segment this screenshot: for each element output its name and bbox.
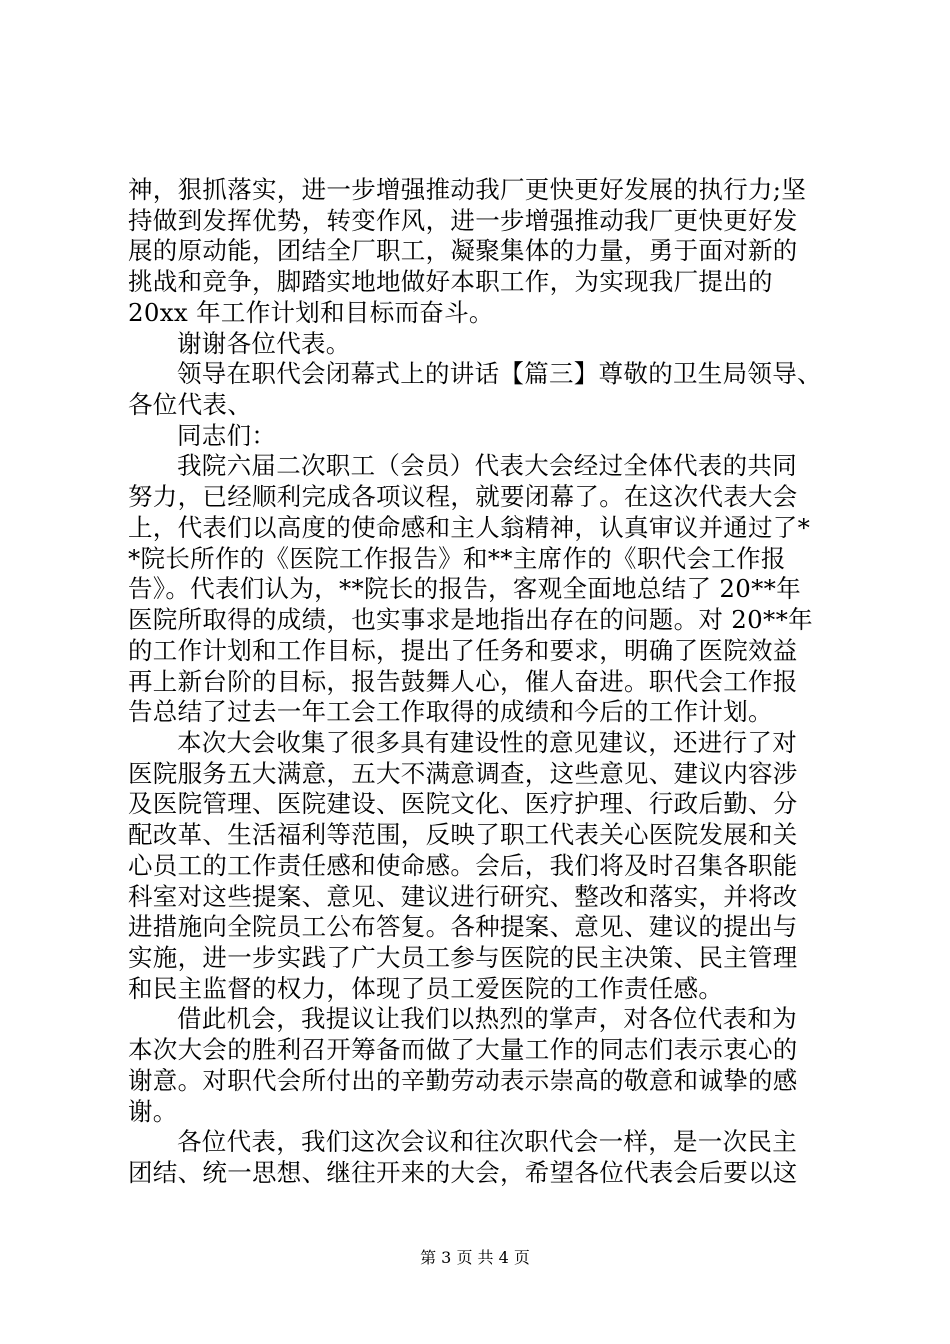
text-line: 持做到发挥优势，转变作风，进一步增强推动我厂更快更好发 — [128, 206, 798, 235]
text-line: 展的原动能，团结全厂职工，凝聚集体的力量，勇于面对新的 — [128, 236, 798, 265]
text-line: 告总结了过去一年工会工作取得的成绩和今后的工作计划。 — [128, 697, 773, 726]
section-heading-line: 领导在职代会闭幕式上的讲话【篇三】尊敬的卫生局领导、 — [177, 359, 822, 388]
text-line: 和民主监督的权力，体现了员工爱医院的工作责任感。 — [128, 974, 724, 1003]
text-line: 心员工的工作责任感和使命感。会后，我们将及时召集各职能 — [128, 851, 798, 880]
text-line: 神，狠抓落实，进一步增强推动我厂更快更好发展的执行力;坚 — [128, 175, 807, 204]
text-line: 上，代表们以高度的使命感和主人翁精神，认真审议并通过了* — [128, 513, 811, 542]
text-line: 20xx 年工作计划和目标而奋斗。 — [128, 298, 494, 327]
salutation-line: 同志们： — [177, 421, 277, 450]
text-line: 科室对这些提案、意见、建议进行研究、整改和落实，并将改 — [128, 882, 798, 911]
text-line: 团结、统一思想、继往开来的大会，希望各位代表会后要以这 — [128, 1158, 798, 1187]
text-line: *院长所作的《医院工作报告》和**主席作的《职代会工作报 — [128, 544, 786, 573]
page-number-footer: 第 3 页 共 4 页 — [420, 1248, 530, 1267]
text-line: 谢。 — [128, 1097, 178, 1126]
text-line: 进措施向全院员工公布答复。各种提案、意见、建议的提出与 — [128, 912, 798, 941]
paragraph-start-line: 各位代表，我们这次会议和往次职代会一样，是一次民主 — [177, 1127, 797, 1156]
text-line: 告》。代表们认为，**院长的报告，客观全面地总结了 20**年 — [128, 574, 802, 603]
text-line: 实施，进一步实践了广大员工参与医院的民主决策、民主管理 — [128, 943, 798, 972]
text-line: 医院服务五大满意，五大不满意调查，这些意见、建议内容涉 — [128, 759, 798, 788]
text-line: 谢谢各位代表。 — [177, 329, 351, 358]
text-line: 谢意。对职代会所付出的辛勤劳动表示崇高的敬意和诚挚的感 — [128, 1066, 798, 1095]
paragraph-start-line: 我院六届二次职工（会员）代表大会经过全体代表的共同 — [177, 451, 797, 480]
text-line: 配改革、生活福利等范围，反映了职工代表关心医院发展和关 — [128, 820, 798, 849]
text-line: 再上新台阶的目标，报告鼓舞人心，催人奋进。职代会工作报 — [128, 667, 798, 696]
text-line: 本次大会的胜利召开筹备而做了大量工作的同志们表示衷心的 — [128, 1035, 798, 1064]
text-line: 挑战和竞争，脚踏实地地做好本职工作，为实现我厂提出的 — [128, 267, 773, 296]
text-line: 及医院管理、医院建设、医院文化、医疗护理、行政后勤、分 — [128, 789, 798, 818]
text-line: 的工作计划和工作目标，提出了任务和要求，明确了医院效益 — [128, 636, 798, 665]
text-line: 医院所取得的成绩，也实事求是地指出存在的问题。对 20**年 — [128, 605, 813, 634]
text-line: 努力，已经顺利完成各项议程，就要闭幕了。在这次代表大会 — [128, 482, 798, 511]
paragraph-start-line: 本次大会收集了很多具有建设性的意见建议，还进行了对 — [177, 728, 797, 757]
paragraph-start-line: 借此机会，我提议让我们以热烈的掌声，对各位代表和为 — [177, 1004, 797, 1033]
text-line: 各位代表、 — [128, 390, 252, 419]
